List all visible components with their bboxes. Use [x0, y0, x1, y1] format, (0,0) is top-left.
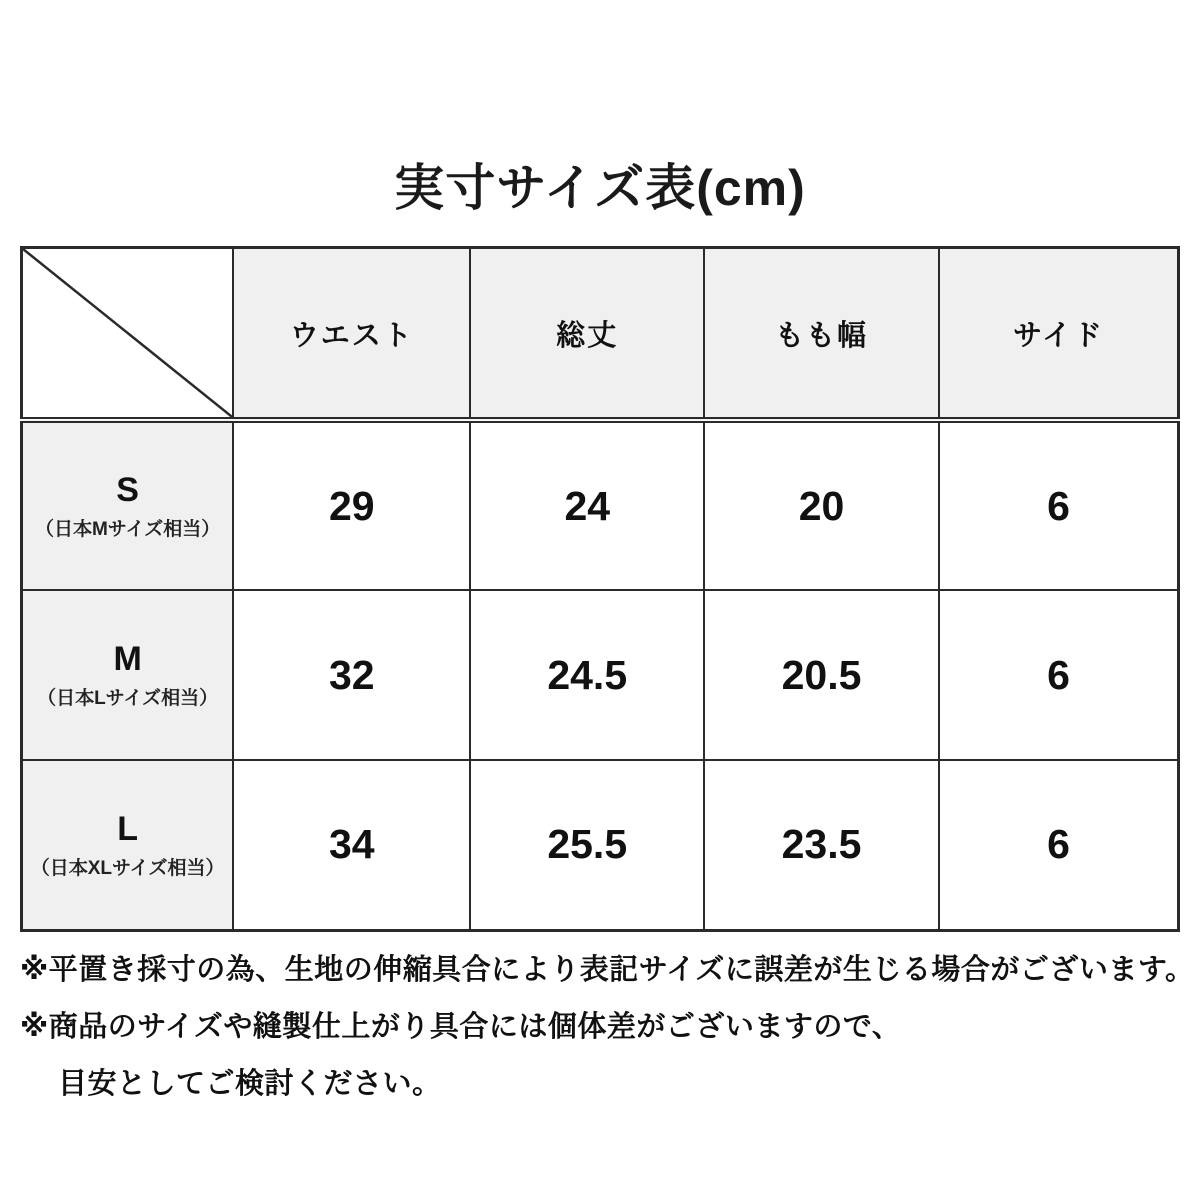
size-label-cell-s [22, 420, 234, 590]
value-l-thigh-width: 23.5 [704, 760, 939, 930]
value-s-thigh-width: 20 [704, 420, 939, 590]
note-guideline: 目安としてご検討ください。 [58, 1067, 442, 1100]
value-m-thigh-width: 20.5 [704, 590, 939, 760]
value-s-waist: 29 [233, 420, 470, 590]
value-s-total-length: 24 [470, 420, 704, 590]
disclaimer-notes [20, 942, 1195, 1113]
value-m-total-length: 24.5 [470, 590, 704, 760]
size-note: （日本Lサイズ相当） [37, 688, 219, 710]
diagonal-line-icon [23, 249, 232, 417]
value-s-side: 6 [939, 420, 1179, 590]
column-header-side: サイド [939, 248, 1179, 421]
size-table [20, 246, 1180, 932]
value-m-waist: 32 [233, 590, 470, 760]
table-row-s [22, 420, 1179, 590]
table-row-m [22, 590, 1179, 760]
column-header-total-length: 総丈 [470, 248, 704, 421]
size-label-cell-l [22, 760, 234, 930]
size-label-cell-m [22, 590, 234, 760]
value-m-side: 6 [939, 590, 1179, 760]
table-row-l [22, 760, 1179, 930]
value-l-waist: 34 [233, 760, 470, 930]
corner-cell [22, 248, 234, 421]
size-note: （日本Mサイズ相当） [34, 519, 221, 541]
value-l-side: 6 [939, 760, 1179, 930]
header-row [22, 248, 1179, 421]
size-label: L [117, 809, 138, 848]
note-measurement-tolerance: ※平置き採寸の為、生地の伸縮具合により表記サイズに誤差が生じる場合がございます。 [20, 953, 1195, 986]
page-title: 実寸サイズ表(cm) [394, 160, 806, 216]
size-label: M [113, 639, 142, 678]
size-note: （日本XLサイズ相当） [30, 857, 225, 879]
note-individual-difference: ※商品のサイズや縫製仕上がり具合には個体差がございますので、 [20, 1010, 902, 1043]
column-header-thigh-width: もも幅 [704, 248, 939, 421]
value-l-total-length: 25.5 [470, 760, 704, 930]
column-header-waist: ウエスト [233, 248, 470, 421]
size-label: S [116, 470, 139, 509]
